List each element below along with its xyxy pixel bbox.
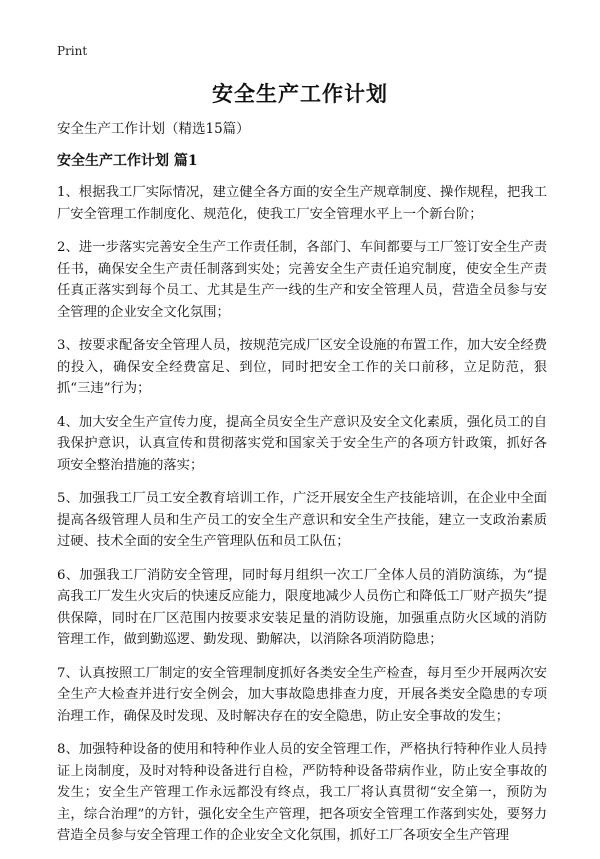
paragraph-2: 2、进一步落实完善安全生产工作责任制，各部门、车间都要与工厂签订安全生产责任书，确保安全生产责任制落到实处；完善安全生产责任追究制度，使安全生产责任真正落实到每个员工、尤其是生产一线的生产和安全管理人员，营造全员参与安全管理的企业安全文化氛围； (57, 240, 547, 320)
document-body (57, 120, 547, 859)
paragraph-7: 7、认真按照工厂制定的安全管理制度抓好各类安全生产检查，每月至少开展两次安全生产大检查并进行安全例会，加大事故隐患排查力度，开展各类安全隐患的专项治理工作，确保及时发现、及时解决存在的安全隐患，防止安全事故的发生； (57, 665, 547, 724)
section-heading: 安全生产工作计划 篇1 (57, 153, 198, 169)
paragraph-6: 6、加强我工厂消防安全管理，同时每月组织一次工厂全体人员的消防演练，为“提高我工厂发生火灾后的快速反应能力，限度地减少人员伤亡和降低工厂财产损失”提供保障，同时在厂区范围内按要求安装足量的消防设施，加强重点防火区域的消防管理工作，做到勤巡逻、勤发现、勤解决，以消除各项消防隐患； (57, 567, 547, 647)
paragraph-5: 5、加强我工厂员工安全教育培训工作，广泛开展安全生产技能培训，在企业中全面提高各级管理人员和生产员工的安全生产意识和安全生产技能，建立一支政治素质过硬、技术全面的安全生产管理队伍和员工队伍； (57, 491, 547, 549)
paragraph-1: 1、根据我工厂实际情况，建立健全各方面的安全生产规章制度、操作规程，把我工厂安全管理工作制度化、规范化，使我工厂安全管理水平上一个新台阶； (57, 185, 547, 222)
print-label: Print (57, 44, 88, 58)
paragraph-8: 8、加强特种设备的使用和特种作业人员的安全管理工作，严格执行特种作业人员持证上岗制度，及时对特种设备进行自检，严防特种设备带病作业，防止安全事故的发生；安全生产管理工作永远都没有终点，我工厂将认真贯彻“安全第一，预防为主，综合治理”的方针，强化安全生产管理，把各项安全管理工作落到实处，要努力营造全员参与安全管理工作的企业安全文化氛围，抓好工厂各项安全生产管理 (57, 742, 547, 843)
document-subtitle: 安全生产工作计划（精选15篇） (57, 121, 250, 137)
document-title: 安全生产工作计划 (212, 81, 388, 106)
paragraph-3: 3、按要求配备安全管理人员，按规范完成厂区安全设施的布置工作，加大安全经费的投入，确保安全经费富足、到位，同时把安全工作的关口前移，立足防范，狠抓“三违”行为； (57, 338, 547, 396)
paragraph-4: 4、加大安全生产宣传力度，提高全员安全生产意识及安全文化素质，强化员工的自我保护意识，认真宣传和贯彻落实党和国家关于安全生产的各项方针政策，抓好各项安全整治措施的落实； (57, 414, 547, 473)
